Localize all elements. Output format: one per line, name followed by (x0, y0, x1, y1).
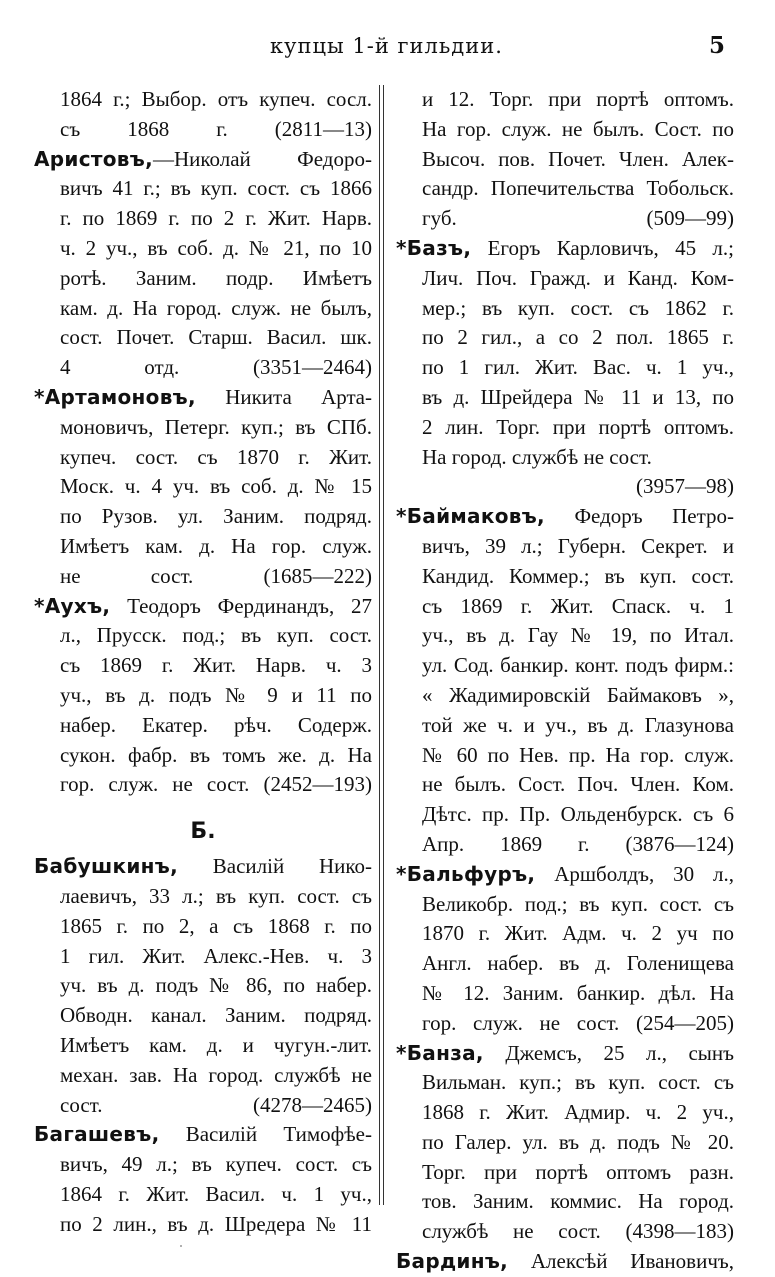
merchant-name: *Базъ, (396, 235, 472, 260)
entry-rest: Егоръ Карловичъ, 45 л.; (471, 235, 734, 260)
text-line: 1868 г. Жит. Адмир. ч. 2 уч., (422, 1100, 734, 1125)
text-line: ч. 2 уч., въ соб. д. № 21, по 10 (60, 235, 372, 260)
column-divider (379, 85, 384, 1205)
text-line: Имѣетъ кам. д. На гор. служ. (60, 533, 372, 558)
entry-heading-line (34, 592, 372, 622)
merchant-name: Бардинъ, (396, 1249, 509, 1274)
entry-rest: Джемсъ, 25 л., сынъ (483, 1040, 734, 1065)
text-line: купеч. сост. съ 1870 г. Жит. (60, 444, 372, 469)
text-line: 1865 г. по 2, а съ 1868 г. по (60, 913, 372, 938)
merchant-name: Бабушкинъ, (34, 854, 179, 879)
text-line: № 60 по Нев. пр. На гор. служ. (422, 742, 734, 767)
text-line: На гор. служ. не былъ. Сост. по (422, 116, 734, 141)
entry-rest: Теодоръ Фердинандъ, 27 (110, 593, 372, 618)
text-line: уч. въ д. подъ № 86, по набер. (60, 973, 372, 998)
entry-rest: Алексѣй Ивановичъ, (508, 1249, 734, 1274)
text-line: Моск. ч. 4 уч. въ соб. д. № 15 (60, 474, 372, 499)
text-line: 2 лин. Торг. при портѣ оптомъ. (422, 414, 734, 439)
entry-heading-line (34, 383, 372, 413)
text-line: съ 1869 г. Жит. Нарв. ч. 3 (60, 653, 372, 678)
text-line: и 12. Торг. при портѣ оптомъ. (422, 87, 734, 111)
text-line: вичъ, 39 л.; Губерн. Секрет. и (422, 533, 734, 558)
text-line: 1870 г. Жит. Адм. ч. 2 уч по (422, 921, 734, 946)
text-line: гор. служ. не сост. (254—205) (422, 1010, 734, 1035)
entry-heading-line (396, 1247, 734, 1277)
text-line: лаевичъ, 33 л.; въ куп. сост. съ (60, 883, 372, 908)
text-line: Высоч. пов. Почет. Член. Алек- (422, 146, 734, 171)
text-line: Кандид. Коммер.; въ куп. сост. (422, 563, 734, 588)
merchant-name: *Аухъ, (34, 593, 111, 618)
entry-rest: Василій Тимофѣе- (159, 1122, 372, 1147)
text-line: не былъ. Сост. Поч. Член. Ком. (422, 772, 734, 797)
entry-heading-line (396, 502, 734, 532)
left-column-entries-a (34, 85, 372, 800)
entry-rest: Василій Нико- (178, 854, 372, 879)
text-line: тов. Заним. коммис. На город. (422, 1189, 734, 1214)
text-line: 1864 г. Жит. Васил. ч. 1 уч., (60, 1181, 372, 1206)
text-line: той же ч. и уч., въ д. Глазунова (422, 712, 734, 737)
text-line: сандр. Попечительства Тобольск. (422, 176, 734, 201)
text-line: мер.; въ куп. сост. съ 1862 г. (422, 295, 734, 320)
text-line: съ 1869 г. Жит. Спаск. ч. 1 (422, 593, 734, 618)
page-title: купцы 1-й гильдии. (270, 34, 503, 58)
text-line: 4 отд. (3351—2464) (60, 355, 372, 380)
text-line: ротѣ. Заним. подр. Имѣетъ (60, 265, 372, 290)
text-line: сост. (4278—2465) (60, 1092, 372, 1117)
text-line: по 2 гил., а со 2 пол. 1865 г. (422, 325, 734, 350)
merchant-name: *Бальфуръ, (396, 861, 536, 886)
text-line: Вильман. куп.; въ куп. сост. съ (422, 1070, 734, 1095)
text-line: Апр. 1869 г. (3876—124) (422, 831, 734, 856)
text-line: моновичъ, Петерг. куп.; въ СПб. (60, 414, 372, 439)
text-line: сост. Почет. Старш. Васил. шк. (60, 325, 372, 350)
merchant-name: *Артамоновъ, (34, 384, 196, 409)
text-line: вичъ 41 г.; въ куп. сост. съ 1866 (60, 176, 372, 201)
entry-heading-line (396, 234, 734, 264)
right-column-entries (396, 85, 734, 1277)
text-line: 1864 г.; Выбор. отъ купеч. сосл. (60, 87, 372, 111)
entry-heading-line (34, 1120, 372, 1150)
text-line: ул. Сод. банкир. конт. подъ фирм.: (422, 653, 734, 678)
entry-heading-line (34, 145, 372, 175)
text-line: по Рузов. ул. Заним. подряд. (60, 504, 372, 529)
text-line: Лич. Поч. Гражд. и Канд. Ком- (422, 265, 734, 290)
merchant-name: Багашевъ, (34, 1122, 160, 1147)
right-column (396, 85, 734, 1277)
entry-heading-line (34, 852, 372, 882)
text-line: по 2 лин., въ д. Шредера № 11 (60, 1211, 372, 1236)
text-line: Дѣтс. пр. Пр. Ольденбурск. съ 6 (422, 802, 734, 827)
text-line: уч., въ д. Гау № 19, по Итал. (422, 623, 734, 648)
left-column (34, 85, 372, 1239)
text-line: по 1 гил. Жит. Вас. ч. 1 уч., (422, 355, 734, 380)
text-line: 1 гил. Жит. Алекс.-Нев. ч. 3 (60, 943, 372, 968)
entry-rest: Аршболдъ, 30 л., (535, 861, 734, 886)
entry-rest: Федоръ Петро- (544, 504, 734, 529)
text-line: Обводн. канал. Заним. подряд. (60, 1003, 372, 1028)
text-line: въ д. Шрейдера № 11 и 13, по (422, 384, 734, 409)
text-line: № 12. Заним. банкир. дѣл. На (422, 980, 734, 1005)
text-line: Торг. при портѣ оптомъ разн. (422, 1159, 734, 1184)
page-number: 5 (708, 32, 725, 59)
text-line: службѣ не сост. (4398—183) (422, 1219, 734, 1244)
text-line: вичъ, 49 л.; въ купеч. сост. съ (60, 1152, 372, 1177)
text-line: механ. зав. На город. службѣ не (60, 1062, 372, 1087)
text-line: Имѣетъ кам. д. и чугун.-лит. (60, 1032, 372, 1057)
text-line: набер. Екатер. рѣч. Содерж. (60, 712, 372, 737)
text-line: сукон. фабр. въ томъ же. д. На (60, 742, 372, 767)
text-line: уч., въ д. подъ № 9 и 11 по (60, 682, 372, 707)
text-line: (3957—98) (636, 474, 734, 499)
entry-heading-line (396, 1039, 734, 1069)
text-line: Англ. набер. въ д. Голенищева (422, 951, 734, 976)
entry-rest: —Николай Федоро- (152, 146, 372, 171)
page-header (0, 32, 775, 72)
text-line: гор. служ. не сост. (2452—193) (60, 772, 372, 797)
text-line: съ 1868 г. (2811—13) (60, 116, 372, 141)
text-line: губ. (509—99) (422, 206, 734, 231)
text-line: « Жадимировскій Баймаковъ », (422, 682, 734, 707)
text-line: г. по 1869 г. по 2 г. Жит. Нарв. (60, 206, 372, 231)
entry-heading-line (396, 860, 734, 890)
text-line: не сост. (1685—222) (60, 563, 372, 588)
text-line: л., Прусск. под.; въ куп. сост. (60, 623, 372, 648)
merchant-name: Аристовъ, (34, 146, 153, 171)
section-letter: Б. (190, 819, 216, 845)
text-line: Великобр. под.; въ куп. сост. съ (422, 891, 734, 916)
text-line: по Галер. ул. въ д. подъ № 20. (422, 1129, 734, 1154)
left-column-entries-b (34, 852, 372, 1239)
text-line: На город. службѣ не сост. (422, 444, 652, 469)
entry-rest: Никита Артa- (195, 384, 372, 409)
print-speck (180, 1245, 182, 1247)
merchant-name: *Баймаковъ, (396, 504, 545, 529)
text-line: кам. д. На город. служ. не былъ, (60, 295, 372, 320)
merchant-name: *Банза, (396, 1040, 484, 1065)
